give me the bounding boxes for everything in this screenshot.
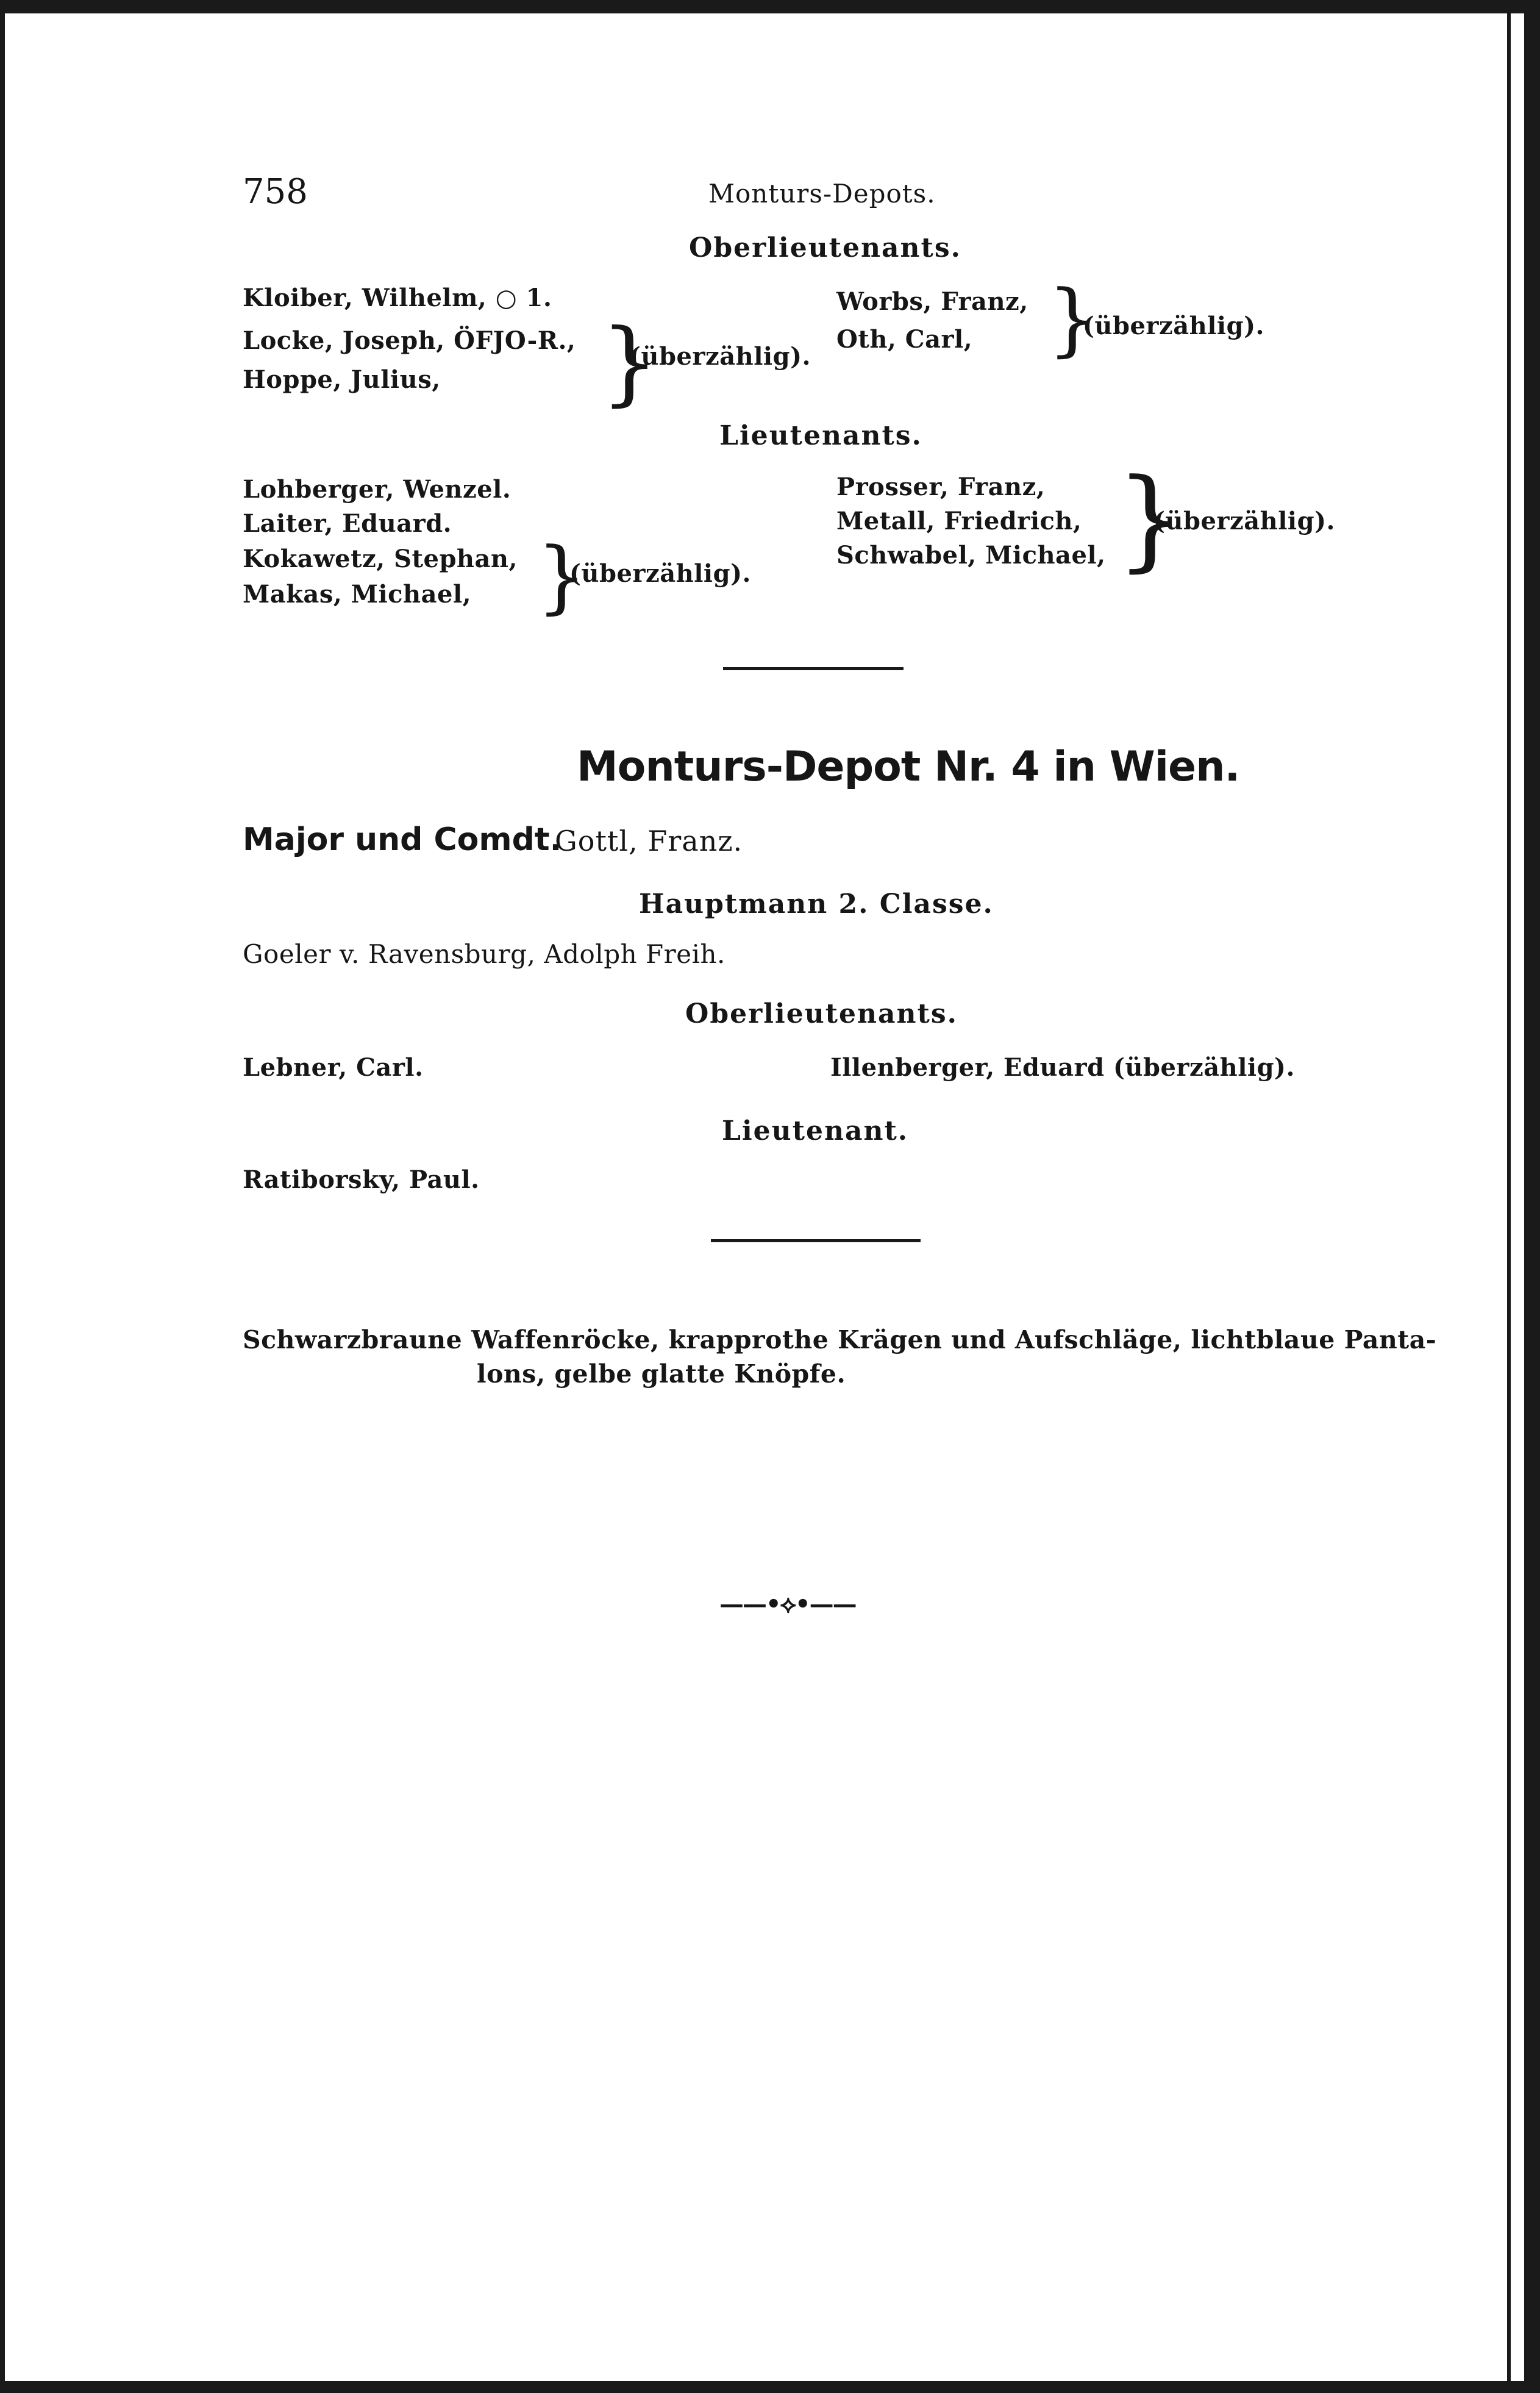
curly-brace-icon: } — [601, 310, 659, 416]
section-heading-lieutenants: Lieutenants. — [719, 420, 922, 451]
section-divider — [723, 667, 904, 670]
page-border-top — [0, 0, 1540, 13]
officer-name: Lebner, Carl. — [243, 1053, 424, 1082]
officer-name: Makas, Michael, — [243, 580, 472, 609]
officer-name: Ratiborsky, Paul. — [243, 1165, 480, 1194]
page-border-right — [1524, 0, 1540, 2393]
supernumerary-note: (überzählig). — [629, 342, 811, 371]
curly-brace-icon: } — [537, 530, 587, 623]
curly-brace-icon: } — [1116, 456, 1186, 583]
curly-brace-icon: } — [1047, 273, 1098, 365]
section-heading-oberlieutenants: Oberlieutenants. — [689, 232, 961, 263]
running-title: Monturs-Depots. — [708, 179, 936, 209]
section-divider — [711, 1239, 921, 1242]
officer-name: Hoppe, Julius, — [243, 365, 441, 394]
supernumerary-note: (überzählig). — [1083, 312, 1264, 340]
officer-name: Oth, Carl, — [836, 325, 973, 354]
supernumerary-note: (überzählig). — [1153, 507, 1335, 535]
officer-name: Illenberger, Eduard (überzählig). — [830, 1053, 1295, 1082]
uniform-description-line: lons, gelbe glatte Knöpfe. — [477, 1359, 846, 1389]
officer-name: Goeler v. Ravensburg, Adolph Freih. — [243, 939, 725, 969]
officer-name: Locke, Joseph, ÖFJO-R., — [243, 326, 576, 355]
section-heading-lieutenant: Lieutenant. — [722, 1115, 909, 1146]
officer-name: Worbs, Franz, — [836, 287, 1028, 316]
page-number: 758 — [243, 172, 308, 212]
section-heading-hauptmann: Hauptmann 2. Classe. — [639, 889, 994, 920]
officer-name: Kokawetz, Stephan, — [243, 545, 518, 573]
officer-name: Schwabel, Michael, — [836, 541, 1106, 570]
officer-name: Kloiber, Wilhelm, ○ 1. — [243, 284, 552, 312]
supernumerary-note: (überzählig). — [569, 559, 751, 588]
officer-name: Prosser, Franz, — [836, 473, 1046, 501]
officer-name: Metall, Friedrich, — [836, 507, 1082, 535]
uniform-description-line: Schwarzbraune Waffenröcke, krapprothe Krägen und Aufschläge, lichtblaue Panta- — [243, 1325, 1437, 1354]
officer-name: Lohberger, Wenzel. — [243, 475, 512, 504]
section-heading-oberlieutenants-2: Oberlieutenants. — [685, 998, 958, 1029]
page-border-left — [0, 0, 5, 2393]
officer-name: Laiter, Eduard. — [243, 509, 452, 538]
officer-name: Gottl, Franz. — [555, 824, 743, 857]
rank-label-major: Major und Comdt. — [243, 821, 562, 858]
section-title: Monturs-Depot Nr. 4 in Wien. — [577, 743, 1240, 791]
end-ornament-icon: ——•⟡•—— — [719, 1590, 856, 1619]
page-border-bottom — [0, 2381, 1540, 2393]
page-border-right-inner — [1507, 0, 1511, 2393]
